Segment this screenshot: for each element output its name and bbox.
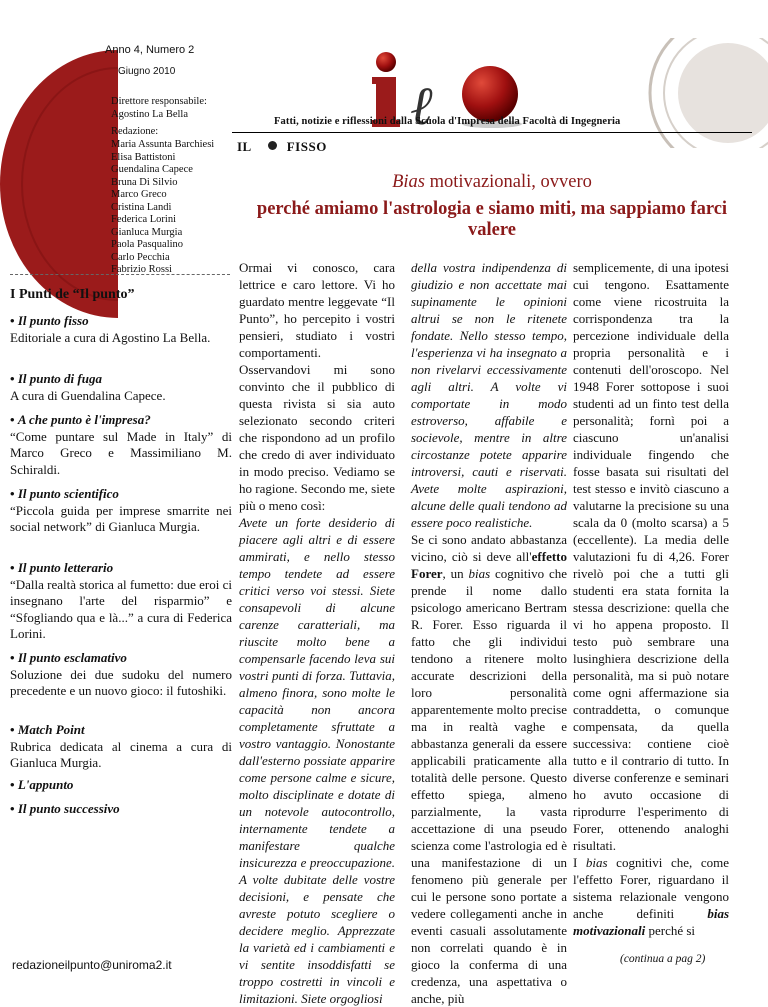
article-paragraph-italic: della vostra indipendenza di giudizio e non accettate mai supinamente le opinioni altrui se non le ritenete fondate. Nello stesso tempo, l'esperienza vi ha insegnato a non rivelarvi eccessivamente agli altri. A volte vi comportate in modo estroverso, affabile e socievole, mentre in altre circostanze potete apparire introversi, cauti e riservati. Avete molte aspirazioni, alcune delle quali tendono ad essere poco realistiche. <box>411 260 567 530</box>
sidebar-item: • Il punto esclamativo Soluzione dei due sudoku del numero precedente e un nuovo gioco: il futoshiki. <box>10 650 232 700</box>
article-column-1 <box>239 259 395 1007</box>
editor-name: Federica Lorini <box>111 214 177 225</box>
sidebar-item: • Il punto scientifico “Piccola guida per imprese smarrite nei social network” di Gianluca Murgia. <box>10 486 232 536</box>
editor-name: Elisa Battistoni <box>111 151 176 163</box>
punto-dot-icon <box>268 141 277 150</box>
article-italic: bias <box>468 566 491 581</box>
sidebar-divider <box>10 274 230 275</box>
article-text: cognitivi che, come l'effetto Forer, riguardano il sistema relazionale vengono anche definiti <box>573 855 729 921</box>
editor-name: Gianluca Murgia <box>111 226 183 238</box>
sidebar-item: • Il punto letterario “Dalla realtà storica al fumetto: due eroi ci insegnano l'arte del risparmio” e “Sfogliando qua e là...” a cura di Federica Lorini. <box>10 560 232 643</box>
decorative-red-arc <box>0 50 118 318</box>
sidebar-item: • Il punto successivo <box>10 801 232 818</box>
svg-text:ℓ: ℓ <box>410 76 433 130</box>
article-text: cognitivo che prende il nome dallo psicologo americano Bertram R. Forer. Esso riguarda il fatto che gli individui tendono a ritenere molto accurate descrizioni della loro personalità apparentemente molto precise ma in realtà vaghe e abbastanza generali da essere applicabili praticamente alla totalità delle persone. Questo effetto spiega, almeno parzialmente, la vasta accettazione di una pseudo scienza come l'astrologia ed è una manifestazione di un fenomeno più generale per cui le persone sono portate a vedere collegamenti anche in eventi casuali assolutamente non correlati quando è in gioco la conferma di una credenza, una aspettativa o anche, più <box>411 566 567 1006</box>
director-label: Direttore responsabile: <box>111 96 207 107</box>
sidebar-item: • Il punto di fuga A cura di Guendalina Capece. <box>10 371 232 404</box>
article-text: Se ci sono andato abbastanza vicino, ciò si deve all' <box>411 532 567 564</box>
article-column-2 <box>411 259 567 1007</box>
editor-name: Carlo Pecchia <box>111 251 170 263</box>
section-right: FISSO <box>286 139 327 154</box>
article-paragraph-italic: Avete un forte desiderio di piacere agli altri e di essere ammirati, e nello stesso tempo tendete ad essere critici verso voi stessi. Siete consapevoli di alcune carenze caratteriali, ma riuscite molto bene a compensarle facendo leva sui vostri punti di forza. Tuttavia, almeno finora, sono molte le capacità non ancora completamente sfruttate a vostro vantaggio. Nonostante dall'esterno possiate apparire come persone calme e sicure, molto disciplinate e dotate di un notevole autocontrollo, internamente tendete a manifestare qualche insicurezza e preoccupazione. A volte dubitate delle vostre decisioni, e pensate che avreste potuto scegliere o decidere meglio. Apprezzate la varietà ed i cambiamenti e vi sentite insoddisfatti se troppo costretti in vincoli e limitazioni. Siete orgogliosi <box>239 515 395 1006</box>
tagline: Fatti, notizie e riflessioni dalla Scuola d'Impresa della Facoltà di Ingegneria <box>274 116 621 127</box>
sidebar-heading: I Punti de “Il punto” <box>10 287 135 302</box>
continued-note: (continua a pag 2) <box>620 953 706 965</box>
editor-name: Maria Assunta Barchiesi <box>111 139 215 150</box>
sidebar-item: • Match Point Rubrica dedicata al cinema a cura di Gianluca Murgia. <box>10 722 232 772</box>
section-heading <box>237 139 327 155</box>
section-left: IL <box>237 139 252 154</box>
title-italic: Bias <box>392 172 425 192</box>
editorial-label: Redazione: <box>111 126 159 137</box>
issue-number: Anno 4, Numero 2 <box>105 44 195 56</box>
director-name: Agostino La Bella <box>111 109 188 120</box>
editor-list <box>111 139 214 277</box>
editor-name: Cristina Landi <box>111 201 172 213</box>
editor-name: Marco Greco <box>111 189 167 200</box>
article-italic: bias <box>585 855 608 870</box>
article-bold: bias motivazionali <box>573 906 729 938</box>
article-text: I <box>573 855 586 870</box>
editor-name: Fabrizio Rossi <box>111 264 172 275</box>
issue-date: Giugno 2010 <box>118 66 176 77</box>
article-column-3 <box>573 259 729 939</box>
article-text: perché si <box>645 923 696 938</box>
sidebar-item: • L'appunto <box>10 777 232 794</box>
header-rule <box>232 132 752 133</box>
editor-name: Paola Pasqualino <box>111 239 184 250</box>
editor-name: Bruna Di Silvio <box>111 176 178 188</box>
article-paragraph: Ormai vi conosco, cara lettrice e caro lettore. Vi ho guardato mentre leggevate “Il Punto”, ho percepito i vostri pensieri, studiato i vostri comportamenti. Osservandovi mi sono convinto che il pubblico di questa rivista si sia auto selezionato secondo criteri che rispondono ad un profilo che credo di aver individuato in modo preciso. Vediamo se ho ragione. Secondo me, siete più o meno così: <box>239 260 395 513</box>
article-title <box>232 172 752 193</box>
contact-email-link[interactable]: redazioneilpunto@uniroma2.it <box>12 958 172 972</box>
article-text: , un <box>442 566 469 581</box>
title-rest: motivazionali, ovvero <box>424 172 592 192</box>
editor-name: Guendalina Capece <box>111 164 193 175</box>
article-bold: effetto Forer <box>411 549 567 581</box>
article-text: semplicemente, di una ipotesi cui tengono. Esattamente come viene ricostruita la corrispondenza tra la percezione individuale della propria personalità e i contenuti dell'oroscopo. Nel 1948 Forer sottopose i suoi studenti ad un finto test della personalità; fornì poi a ciascuno un'analisi individuale fingendo che fosse basata sui risultati del test stesso e invitò ciascuno a valutarne la precisione su una scala da 0 (molto scarsa) a 5 (eccellente). La media delle valutazioni fu di 4,26. Forer rivelò poi che a tutti gli studenti era stata fornita la stessa descrizione: quella che vi ho appena proposto. Il testo può sembrare una lusinghiera descrizione della personalità, ma si può notare come ogni affermazione sia contraddetta, o comunque compensata, da quella successiva: contiene cioè tutto e il contrario di tutto. In diverse conferenze e seminari ho avuto occasione di riprodurre l'esperimento di Forer, ottenendo analoghi risultati. <box>573 260 729 853</box>
article-subtitle: perché amiamo l'astrologia e siamo miti, ma sappiamo farci valere <box>256 199 728 240</box>
sidebar-item: • Il punto fisso Editoriale a cura di Agostino La Bella. <box>10 313 232 346</box>
sidebar-item: • A che punto è l'impresa? “Come puntare sul Made in Italy” di Marco Greco e Massimiliano M. Schiraldi. <box>10 412 232 478</box>
